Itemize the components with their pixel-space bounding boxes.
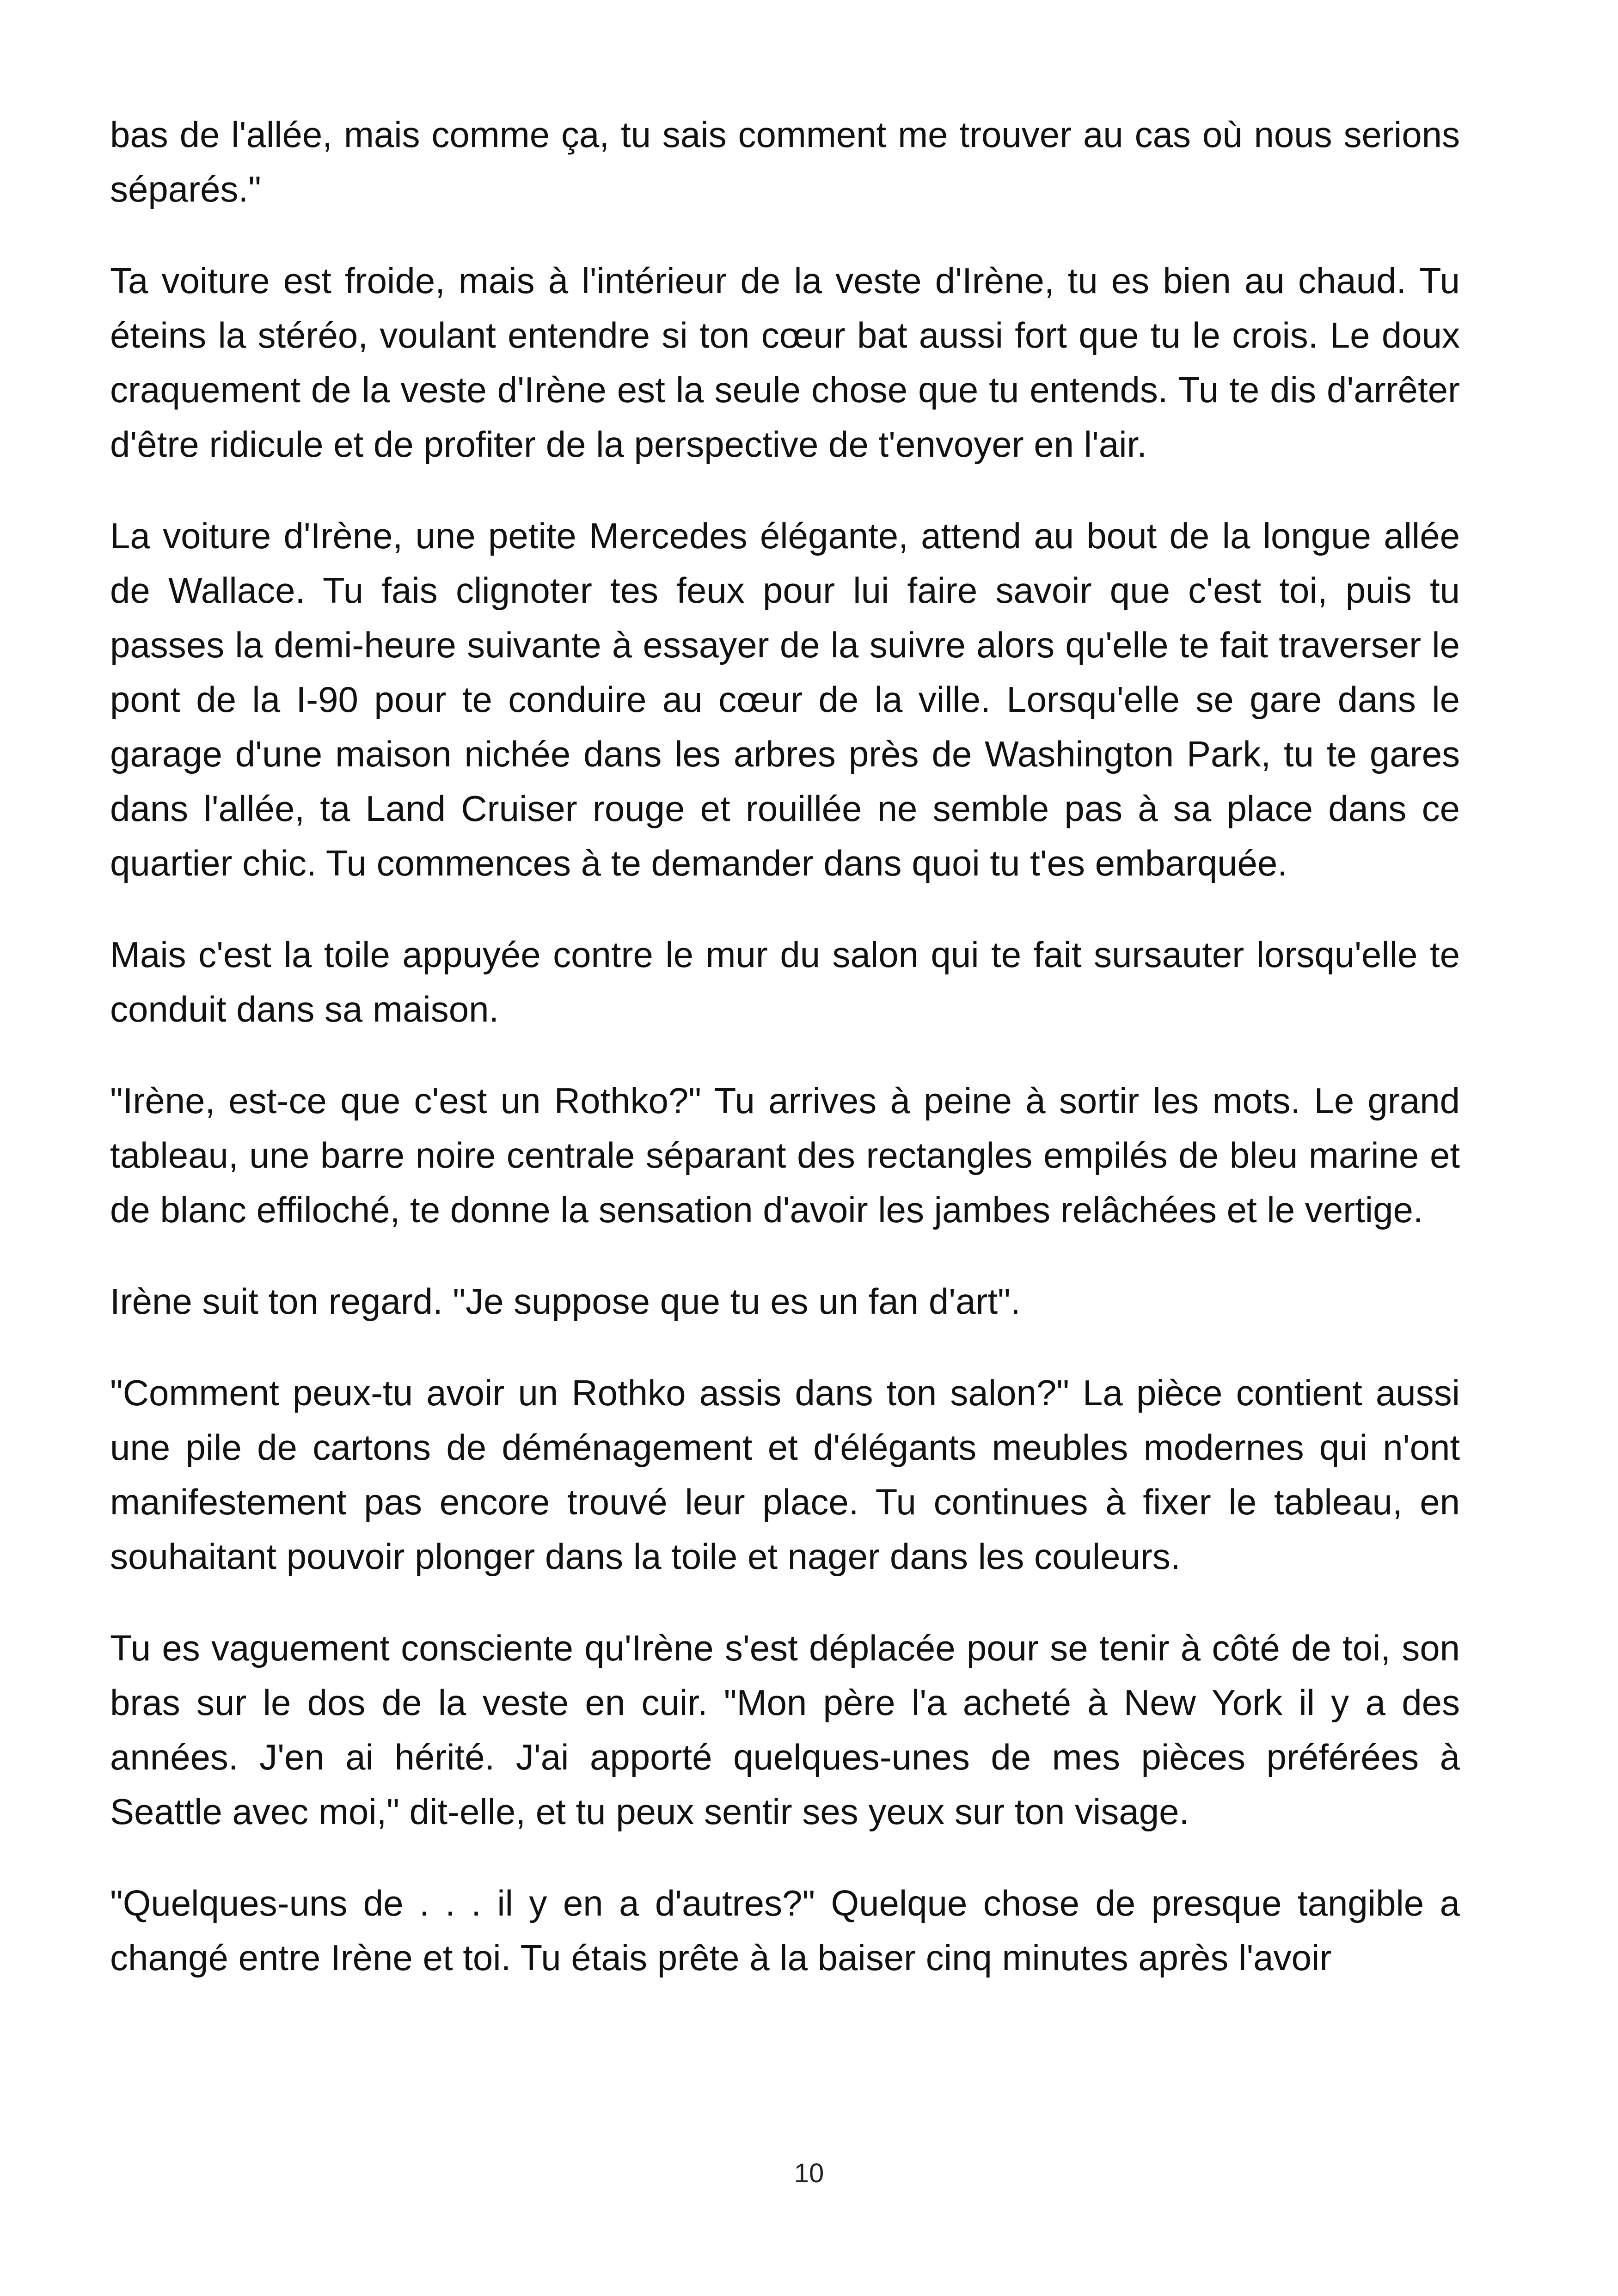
paragraph: La voiture d'Irène, une petite Mercedes élégante, attend au bout de la longue allée de Wallace. Tu fais clignoter tes feux pour lui faire savoir que c'est toi, puis tu passes la demi-heure suivante à essayer de la suivre alors qu'elle te fait traverser le pont de la I-90 pour te conduire au cœur de la ville. Lorsqu'elle se gare dans le garage d'une maison nichée dans les arbres près de Washington Park, tu te gares dans l'allée, ta Land Cruiser rouge et rouillée ne semble pas à sa place dans ce quartier chic. Tu commences à te demander dans quoi tu t'es embarquée. bbox=[110, 515, 1460, 883]
paragraph: Irène suit ton regard. "Je suppose que tu es un fan d'art". bbox=[110, 1281, 1021, 1322]
body-text bbox=[110, 107, 1460, 1985]
paragraph: Ta voiture est froide, mais à l'intérieur de la veste d'Irène, tu es bien au chaud. Tu éteins la stéréo, voulant entendre si ton cœur bat aussi fort que tu le crois. Le doux craquement de la veste d'Irène est la seule chose que tu entends. Tu te dis d'arrêter d'être ridicule et de profiter de la perspective de t'envoyer en l'air. bbox=[110, 260, 1460, 465]
page-number: 10 bbox=[794, 2158, 824, 2188]
paragraph: "Comment peux-tu avoir un Rothko assis dans ton salon?" La pièce contient aussi une pile de cartons de déménagement et d'élégants meubles modernes qui n'ont manifestement pas encore trouvé leur place. Tu continues à fixer le tableau, en souhaitant pouvoir plonger dans la toile et nager dans les couleurs. bbox=[110, 1372, 1460, 1577]
paragraph: "Quelques-uns de . . . il y en a d'autres?" Quelque chose de presque tangible a changé entre Irène et toi. Tu étais prête à la baiser cinq minutes après l'avoir bbox=[110, 1883, 1460, 1978]
paragraph: Mais c'est la toile appuyée contre le mur du salon qui te fait sursauter lorsqu'elle te conduit dans sa maison. bbox=[110, 934, 1460, 1029]
paragraph: bas de l'allée, mais comme ça, tu sais comment me trouver au cas où nous serions séparés." bbox=[110, 114, 1460, 209]
paragraph: "Irène, est-ce que c'est un Rothko?" Tu arrives à peine à sortir les mots. Le grand tableau, une barre noire centrale séparant des rectangles empilés de bleu marine et de blanc effiloché, te donne la sensation d'avoir les jambes relâchées et le vertige. bbox=[110, 1080, 1460, 1230]
paragraph: Tu es vaguement consciente qu'Irène s'est déplacée pour se tenir à côté de toi, son bras sur le dos de la veste en cuir. "Mon père l'a acheté à New York il y a des années. J'en ai hérité. J'ai apporté quelques-unes de mes pièces préférées à Seattle avec moi," dit-elle, et tu peux sentir ses yeux sur ton visage. bbox=[110, 1628, 1460, 1832]
